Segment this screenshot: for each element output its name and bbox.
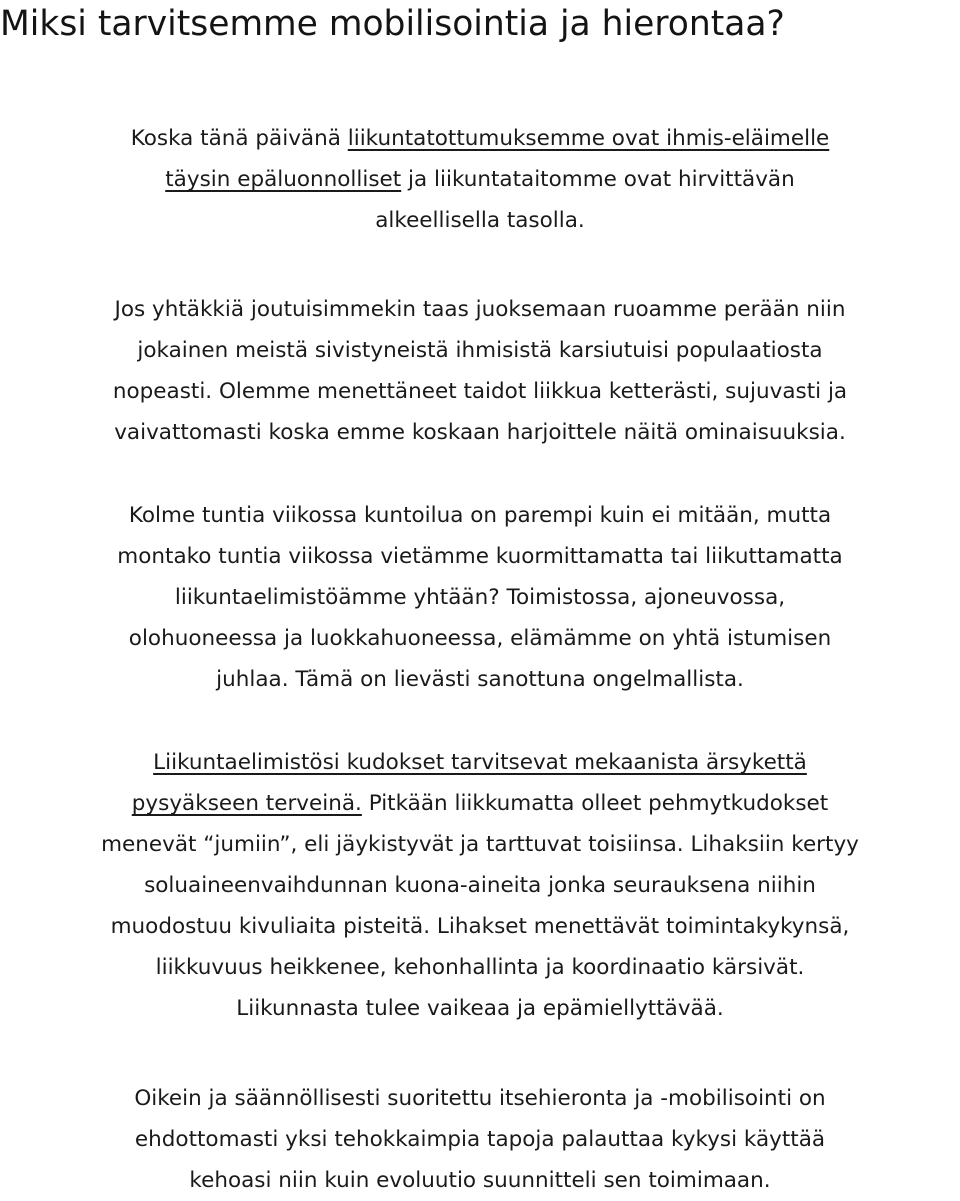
page-title: Miksi tarvitsemme mobilisointia ja hierontaa? (0, 4, 785, 44)
text-line (0, 118, 960, 159)
text-line: liikkuvuus heikkenee, kehonhallinta ja koordinaatio kärsivät. (155, 955, 805, 980)
text-line: vaivattomasti koska emme koskaan harjoittele näitä ominaisuuksia. (114, 420, 846, 445)
text-line: juhlaa. Tämä on lievästi sanottuna ongelmallista. (216, 667, 744, 692)
text-line: montako tuntia viikossa vietämme kuormittamatta tai liikuttamatta (117, 544, 843, 569)
text-line (0, 742, 960, 783)
paragraph-intro (0, 118, 960, 241)
text-line: Liikunnasta tulee vaikeaa ja epämiellyttävää. (236, 996, 724, 1021)
text-line: muodostuu kivuliaita pisteitä. Lihakset menettävät toimintakykynsä, (110, 914, 850, 939)
text-run: ja liikuntataitomme ovat hirvittävän (401, 167, 795, 192)
underlined-text: pysyäkseen terveinä. (131, 791, 362, 816)
paragraph-conclusion (0, 1078, 960, 1201)
text-line: Kolme tuntia viikossa kuntoilua on parempi kuin ei mitään, mutta (128, 503, 832, 528)
text-line: menevät “jumiin”, eli jäykistyvät ja tarttuvat toisiinsa. Lihaksiin kertyy (101, 832, 859, 857)
paragraph-sitting (0, 495, 960, 700)
paragraph-tissues (0, 742, 960, 1029)
text-run: Koska tänä päivänä (130, 126, 348, 151)
text-line: olohuoneessa ja luokkahuoneessa, elämämme on yhtä istumisen (128, 626, 832, 651)
text-line: Oikein ja säännöllisesti suoritettu itsehieronta ja -mobilisointi on (134, 1086, 826, 1111)
text-line: alkeellisella tasolla. (375, 208, 585, 233)
text-line (0, 783, 960, 824)
text-line: ehdottomasti yksi tehokkaimpia tapoja palauttaa kykysi käyttää (134, 1127, 826, 1152)
text-line: liikuntaelimistöämme yhtään? Toimistossa, ajoneuvossa, (174, 585, 786, 610)
text-line: kehoasi niin kuin evoluutio suunnitteli sen toimimaan. (189, 1168, 771, 1193)
text-line: soluaineenvaihdunnan kuona-aineita jonka seurauksena niihin (144, 873, 816, 898)
underlined-text: täysin epäluonnolliset (165, 167, 402, 192)
text-line: jokainen meistä sivistyneistä ihmisistä karsiutuisi populaatiosta (137, 338, 823, 363)
text-run: Pitkään liikkumatta olleet pehmytkudokset (361, 791, 829, 816)
underlined-text: liikuntatottumuksemme ovat ihmis-eläimelle (347, 126, 830, 151)
text-line: Jos yhtäkkiä joutuisimmekin taas juoksemaan ruoamme perään niin (114, 297, 846, 322)
text-line (0, 159, 960, 200)
text-line: nopeasti. Olemme menettäneet taidot liikkua ketterästi, sujuvasti ja (112, 379, 848, 404)
underlined-text: Liikuntaelimistösi kudokset tarvitsevat mekaanista ärsykettä (153, 750, 807, 775)
paragraph-survival (0, 289, 960, 453)
